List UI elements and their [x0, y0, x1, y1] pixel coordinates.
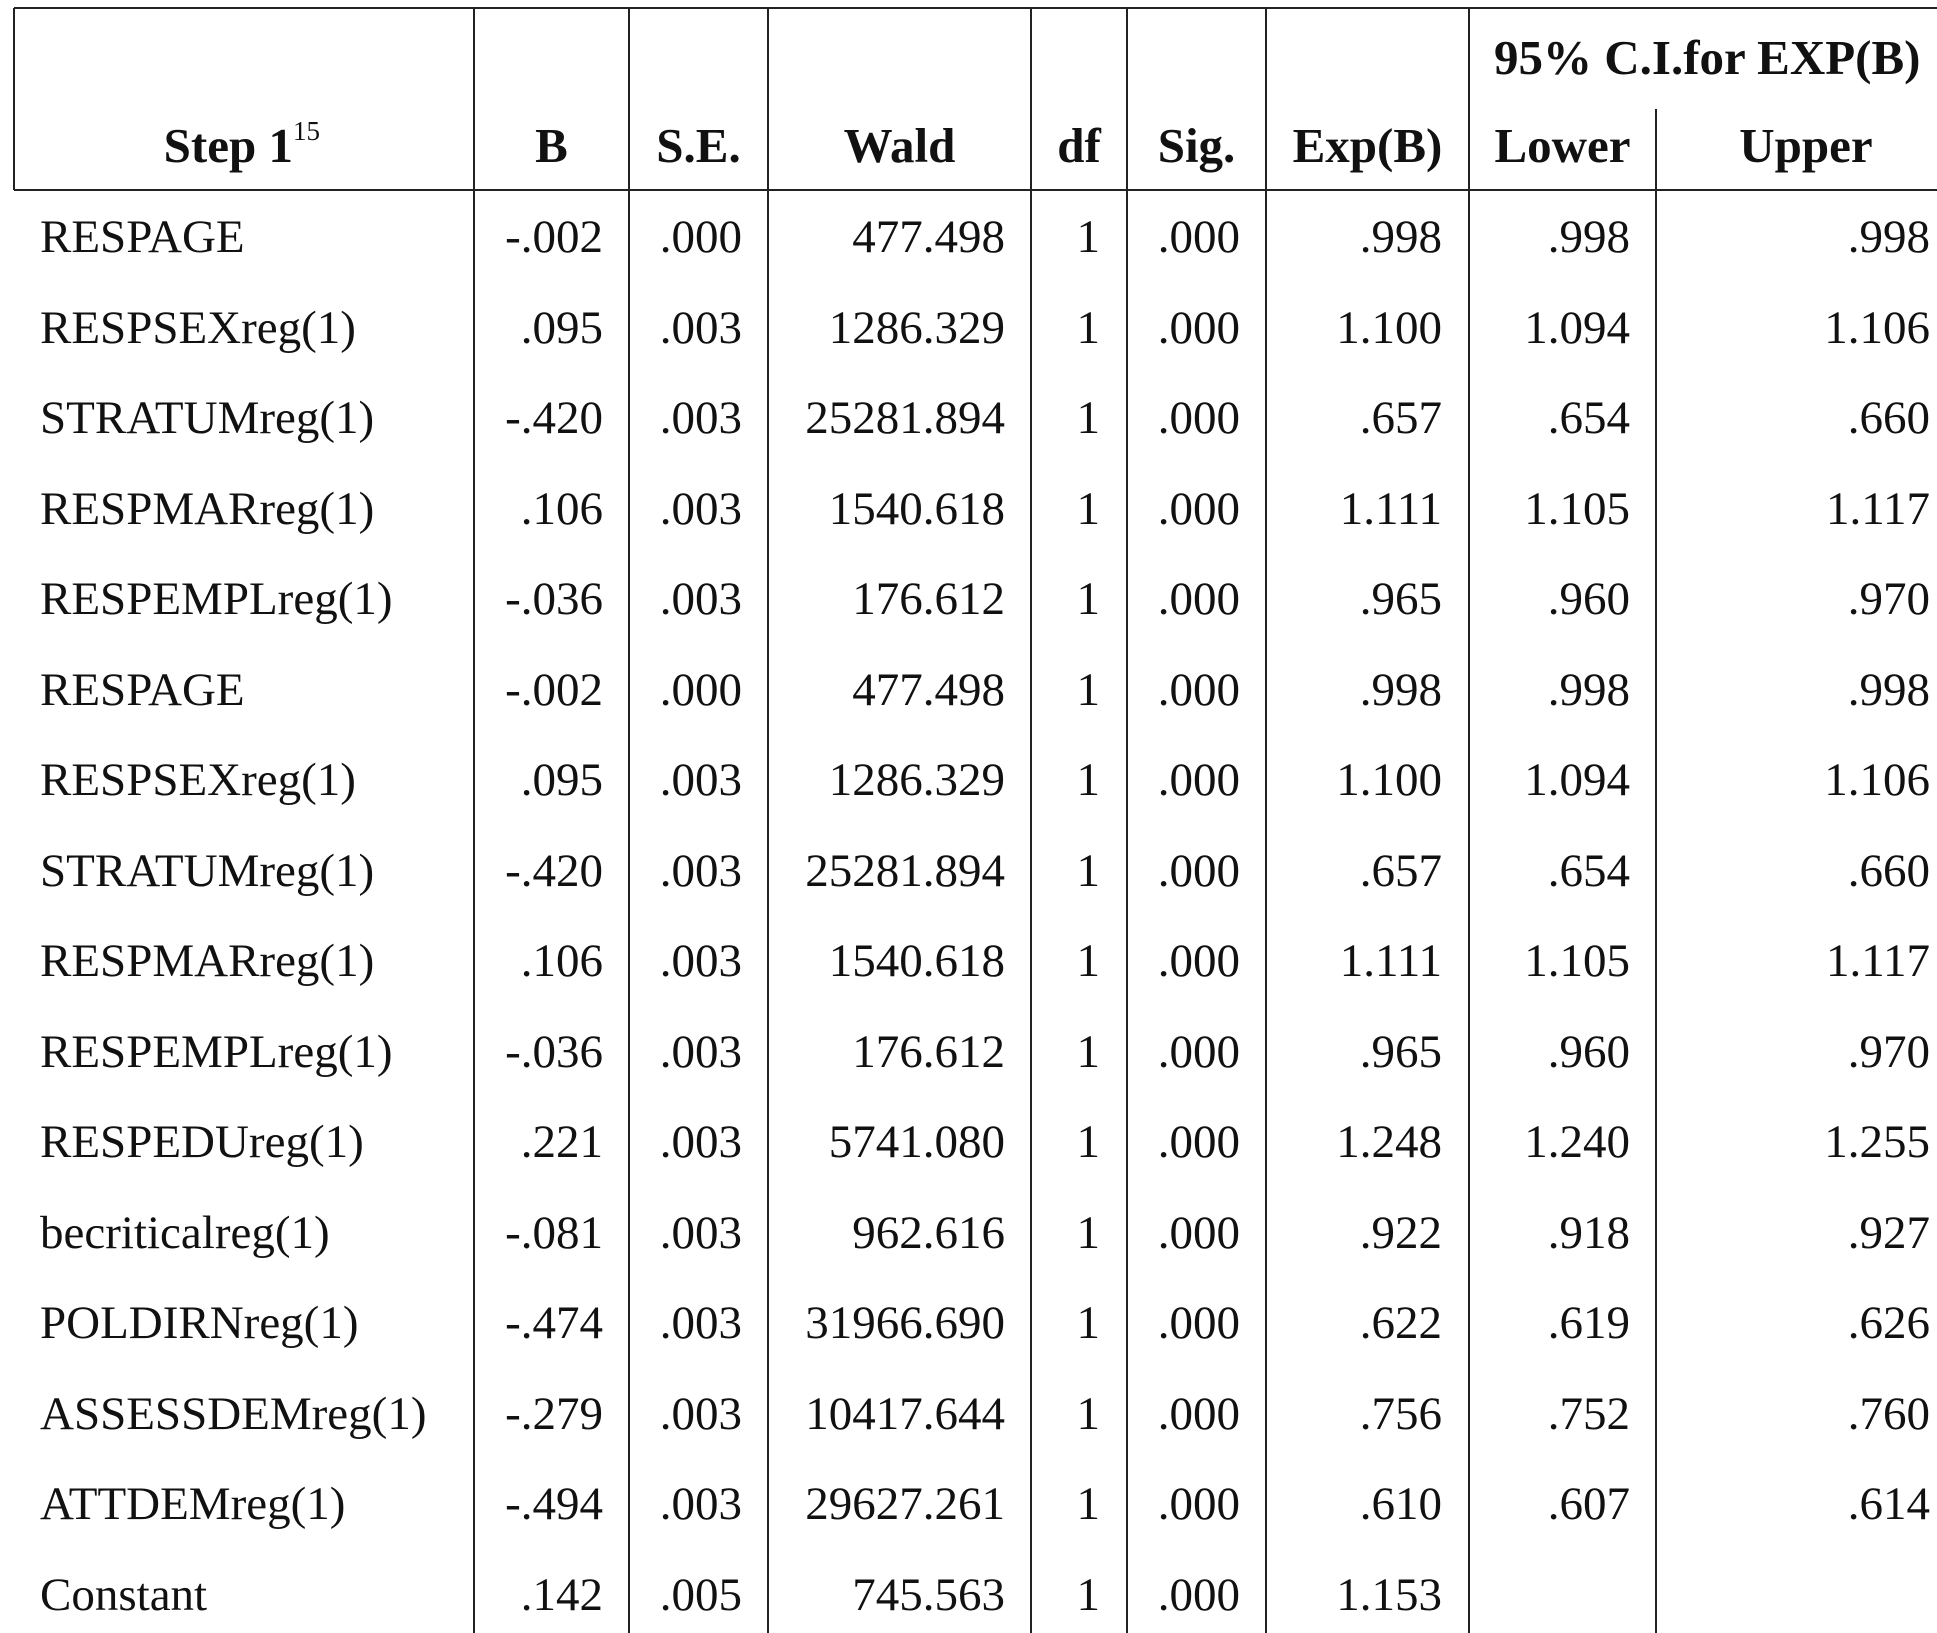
header-step [80, 116, 320, 173]
cell-lower: .918 [1547, 1207, 1630, 1259]
cell-wald: 477.498 [852, 664, 1005, 716]
cell-wald: 29627.261 [805, 1478, 1005, 1530]
cell-lower: .654 [1547, 845, 1630, 897]
header-upper: Upper [1739, 118, 1873, 173]
cell-df: 1 [1076, 211, 1100, 263]
cell-lower: .960 [1547, 573, 1630, 625]
cell-lower: .619 [1547, 1297, 1630, 1349]
cell-se: .003 [659, 302, 742, 354]
cell-lower: .998 [1547, 211, 1630, 263]
cell-df: 1 [1076, 845, 1100, 897]
cell-wald: 10417.644 [805, 1388, 1005, 1440]
cell-wald: 176.612 [852, 1026, 1005, 1078]
cell-variable: Constant [40, 1569, 208, 1621]
cell-variable: RESPEMPLreg(1) [40, 573, 393, 625]
cell-se: .003 [659, 845, 742, 897]
cell-wald: 1540.618 [828, 935, 1005, 987]
cell-b: -.420 [505, 845, 603, 897]
header-step-label: Step 1 [163, 118, 293, 173]
cell-upper: .760 [1847, 1388, 1930, 1440]
cell-se: .003 [659, 1207, 742, 1259]
header-b: B [535, 118, 568, 173]
cell-se: .003 [659, 1388, 742, 1440]
cell-wald: 477.498 [852, 211, 1005, 263]
header-lower: Lower [1494, 118, 1631, 173]
cell-se: .003 [659, 1116, 742, 1168]
cell-upper: .626 [1847, 1297, 1930, 1349]
cell-expb: .965 [1359, 573, 1442, 625]
cell-df: 1 [1076, 664, 1100, 716]
cell-se: .003 [659, 1297, 742, 1349]
cell-se: .003 [659, 573, 742, 625]
cell-upper: 1.106 [1824, 754, 1930, 806]
cell-expb: 1.100 [1336, 302, 1442, 354]
header-expb: Exp(B) [1292, 118, 1443, 173]
cell-sig: .000 [1157, 1116, 1240, 1168]
cell-df: 1 [1076, 1116, 1100, 1168]
cell-b: -.494 [505, 1478, 603, 1530]
cell-expb: 1.153 [1336, 1569, 1442, 1621]
cell-sig: .000 [1157, 1297, 1240, 1349]
header-wald: Wald [843, 118, 956, 173]
cell-expb: .756 [1359, 1388, 1442, 1440]
cell-variable: ASSESSDEMreg(1) [40, 1388, 427, 1440]
cell-df: 1 [1076, 1388, 1100, 1440]
cell-df: 1 [1076, 483, 1100, 535]
cell-upper: .927 [1847, 1207, 1930, 1259]
cell-df: 1 [1076, 573, 1100, 625]
cell-lower: .752 [1547, 1388, 1630, 1440]
cell-upper: .660 [1847, 392, 1930, 444]
cell-df: 1 [1076, 1207, 1100, 1259]
cell-b: .221 [520, 1116, 603, 1168]
cell-variable: ATTDEMreg(1) [40, 1478, 346, 1530]
cell-expb: .657 [1359, 392, 1442, 444]
cell-df: 1 [1076, 1026, 1100, 1078]
cell-sig: .000 [1157, 483, 1240, 535]
cell-b: -.081 [505, 1207, 603, 1259]
cell-lower: 1.105 [1524, 483, 1630, 535]
cell-expb: .965 [1359, 1026, 1442, 1078]
cell-variable: RESPMARreg(1) [40, 935, 375, 987]
header-df: df [1057, 118, 1101, 173]
cell-b: .095 [520, 754, 603, 806]
cell-variable: RESPEDUreg(1) [40, 1116, 364, 1168]
cell-b: -.279 [505, 1388, 603, 1440]
cell-expb: 1.248 [1336, 1116, 1442, 1168]
cell-sig: .000 [1157, 1207, 1240, 1259]
cell-sig: .000 [1157, 1388, 1240, 1440]
cell-variable: becriticalreg(1) [40, 1207, 330, 1259]
cell-sig: .000 [1157, 211, 1240, 263]
cell-wald: 745.563 [852, 1569, 1005, 1621]
cell-variable: STRATUMreg(1) [40, 392, 375, 444]
cell-variable: RESPMARreg(1) [40, 483, 375, 535]
cell-b: .142 [520, 1569, 603, 1621]
cell-sig: .000 [1157, 845, 1240, 897]
cell-upper: .998 [1847, 664, 1930, 716]
cell-b: .095 [520, 302, 603, 354]
cell-lower: 1.240 [1524, 1116, 1630, 1168]
cell-expb: .998 [1359, 664, 1442, 716]
cell-se: .005 [659, 1569, 742, 1621]
cell-sig: .000 [1157, 664, 1240, 716]
cell-lower: .998 [1547, 664, 1630, 716]
cell-df: 1 [1076, 1478, 1100, 1530]
cell-sig: .000 [1157, 573, 1240, 625]
cell-sig: .000 [1157, 392, 1240, 444]
cell-df: 1 [1076, 302, 1100, 354]
cell-expb: .622 [1359, 1297, 1442, 1349]
cell-expb: 1.111 [1339, 483, 1442, 535]
header-sig: Sig. [1157, 118, 1236, 173]
cell-lower: 1.105 [1524, 935, 1630, 987]
cell-se: .003 [659, 754, 742, 806]
cell-se: .000 [659, 664, 742, 716]
cell-b: -.002 [505, 211, 603, 263]
cell-sig: .000 [1157, 754, 1240, 806]
cell-b: -.036 [505, 573, 603, 625]
cell-sig: .000 [1157, 935, 1240, 987]
header-step-footnote: 15 [293, 116, 320, 146]
cell-se: .003 [659, 392, 742, 444]
cell-wald: 1286.329 [828, 754, 1005, 806]
cell-df: 1 [1076, 754, 1100, 806]
cell-variable: POLDIRNreg(1) [40, 1297, 359, 1349]
cell-variable: RESPAGE [40, 664, 245, 716]
cell-lower: .607 [1547, 1478, 1630, 1530]
cell-b: -.474 [505, 1297, 603, 1349]
cell-se: .003 [659, 483, 742, 535]
cell-variable: RESPAGE [40, 211, 245, 263]
cell-df: 1 [1076, 392, 1100, 444]
cell-b: .106 [520, 483, 603, 535]
cell-expb: .657 [1359, 845, 1442, 897]
cell-expb: 1.100 [1336, 754, 1442, 806]
cell-sig: .000 [1157, 1478, 1240, 1530]
cell-variable: RESPEMPLreg(1) [40, 1026, 393, 1078]
cell-upper: .614 [1847, 1478, 1930, 1530]
cell-upper: .970 [1847, 1026, 1930, 1078]
cell-lower: .654 [1547, 392, 1630, 444]
cell-upper: .998 [1847, 211, 1930, 263]
cell-se: .003 [659, 935, 742, 987]
cell-expb: .610 [1359, 1478, 1442, 1530]
cell-wald: 25281.894 [805, 392, 1005, 444]
cell-variable: STRATUMreg(1) [40, 845, 375, 897]
cell-wald: 962.616 [852, 1207, 1005, 1259]
cell-df: 1 [1076, 1297, 1100, 1349]
cell-sig: .000 [1157, 302, 1240, 354]
cell-wald: 1286.329 [828, 302, 1005, 354]
cell-lower: 1.094 [1524, 754, 1630, 806]
cell-upper: 1.106 [1824, 302, 1930, 354]
cell-sig: .000 [1157, 1569, 1240, 1621]
cell-sig: .000 [1157, 1026, 1240, 1078]
cell-variable: RESPSEXreg(1) [40, 302, 356, 354]
cell-variable: RESPSEXreg(1) [40, 754, 356, 806]
cell-b: -.036 [505, 1026, 603, 1078]
cell-se: .000 [659, 211, 742, 263]
cell-upper: .970 [1847, 573, 1930, 625]
cell-upper: .660 [1847, 845, 1930, 897]
cell-b: .106 [520, 935, 603, 987]
cell-b: -.002 [505, 664, 603, 716]
cell-wald: 31966.690 [805, 1297, 1005, 1349]
cell-lower: 1.094 [1524, 302, 1630, 354]
cell-upper: 1.255 [1824, 1116, 1930, 1168]
cell-wald: 1540.618 [828, 483, 1005, 535]
cell-expb: 1.111 [1339, 935, 1442, 987]
cell-se: .003 [659, 1478, 742, 1530]
header-ci-group: 95% C.I.for EXP(B) [1494, 30, 1921, 85]
cell-wald: 5741.080 [828, 1116, 1005, 1168]
cell-expb: .998 [1359, 211, 1442, 263]
cell-lower: .960 [1547, 1026, 1630, 1078]
cell-upper: 1.117 [1825, 935, 1930, 987]
cell-se: .003 [659, 1026, 742, 1078]
cell-wald: 176.612 [852, 573, 1005, 625]
cell-df: 1 [1076, 935, 1100, 987]
header-se: S.E. [656, 118, 741, 173]
cell-wald: 25281.894 [805, 845, 1005, 897]
cell-df: 1 [1076, 1569, 1100, 1621]
cell-upper: 1.117 [1825, 483, 1930, 535]
cell-expb: .922 [1359, 1207, 1442, 1259]
cell-b: -.420 [505, 392, 603, 444]
